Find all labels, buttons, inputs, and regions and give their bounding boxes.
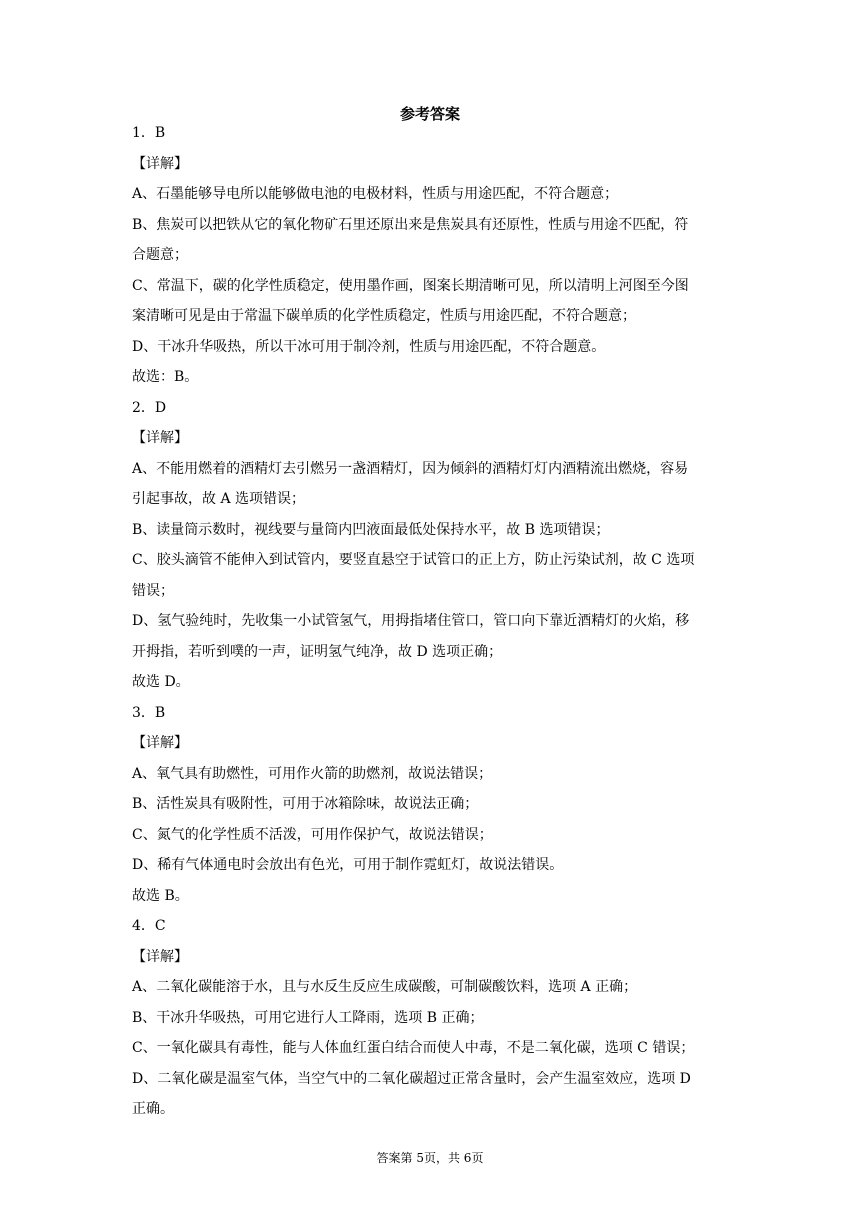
text-line: D、氢气验纯时，先收集一小试管氢气，用拇指堵住管口，管口向下靠近酒精灯的火焰，移 [132, 613, 690, 629]
text-line: 【详解】 [132, 735, 188, 751]
text-line: 【详解】 [132, 430, 188, 446]
text-line: A、二氧化碳能溶于水，且与水反生反应生成碳酸，可制碳酸饮料，选项 A 正确； [132, 979, 638, 995]
text-line: C、胶头滴管不能伸入到试管内，要竖直悬空于试管口的正上方，防止污染试剂，故 C 选项 [132, 552, 695, 568]
page-footer: 答案第 5页，共 6页 [376, 1151, 484, 1165]
text-line: C、一氧化碳具有毒性，能与人体血红蛋白结合而使人中毒，不是二氧化碳，选项 C 错误； [132, 1040, 695, 1056]
text-line: 故选：B。 [132, 369, 199, 385]
text-line: D、干冰升华吸热，所以干冰可用于制冷剂，性质与用途匹配，不符合题意。 [132, 338, 606, 355]
text-line: 故选 D。 [132, 674, 190, 690]
text-line: 正确。 [132, 1101, 174, 1117]
text-line: 4．C [132, 918, 166, 934]
text-line: 1．B [132, 125, 166, 141]
text-line: B、干冰升华吸热，可用它进行人工降雨，选项 B 正确； [132, 1009, 484, 1026]
text-line: 【详解】 [132, 155, 188, 172]
text-line: B、读量筒示数时，视线要与量筒内凹液面最低处保持水平，故 B 选项错误； [132, 521, 610, 538]
text-line: C、常温下，碳的化学性质稳定，使用墨作画，图案长期清晰可见，所以清明上河图至今图 [132, 277, 689, 294]
text-line: 引起事故，故 A 选项错误； [132, 491, 306, 507]
page-title: 参考答案 [399, 105, 460, 123]
text-line: A、石墨能够导电所以能够做电池的电极材料，性质与用途匹配，不符合题意； [132, 186, 619, 202]
text-line: 案清晰可见是由于常温下碳单质的化学性质稳定，性质与用途匹配，不符合题意； [132, 308, 636, 324]
text-line: A、氧气具有助燃性，可用作火箭的助燃剂，故说法错误； [132, 765, 493, 782]
text-line: 故选 B。 [132, 887, 189, 904]
text-line: 【详解】 [132, 948, 188, 965]
text-line: 错误； [132, 582, 174, 599]
text-line: C、氮气的化学性质不活泼，可用作保护气，故说法错误； [132, 826, 493, 843]
text-line: D、二氧化碳是温室气体，当空气中的二氧化碳超过正常含量时，会产生温室效应，选项 D [132, 1070, 691, 1087]
text-line: B、活性炭具有吸附性，可用于冰箱除味，故说法正确； [132, 796, 479, 812]
text-line: 合题意； [132, 247, 188, 263]
text-line: 3．B [132, 704, 166, 721]
text-line: A、不能用燃着的酒精灯去引燃另一盏酒精灯，因为倾斜的酒精灯灯内酒精流出燃烧，容易 [132, 460, 689, 477]
answer-content [132, 121, 732, 1128]
text-line: D、稀有气体通电时会放出有色光，可用于制作霓虹灯，故说法错误。 [132, 857, 564, 873]
text-line: 开拇指，若听到噗的一声，证明氢气纯净，故 D 选项正确； [132, 643, 503, 660]
text-line: 2．D [132, 399, 167, 416]
text-line: B、焦炭可以把铁从它的氧化物矿石里还原出来是焦炭具有还原性，性质与用途不匹配，符 [132, 216, 689, 233]
